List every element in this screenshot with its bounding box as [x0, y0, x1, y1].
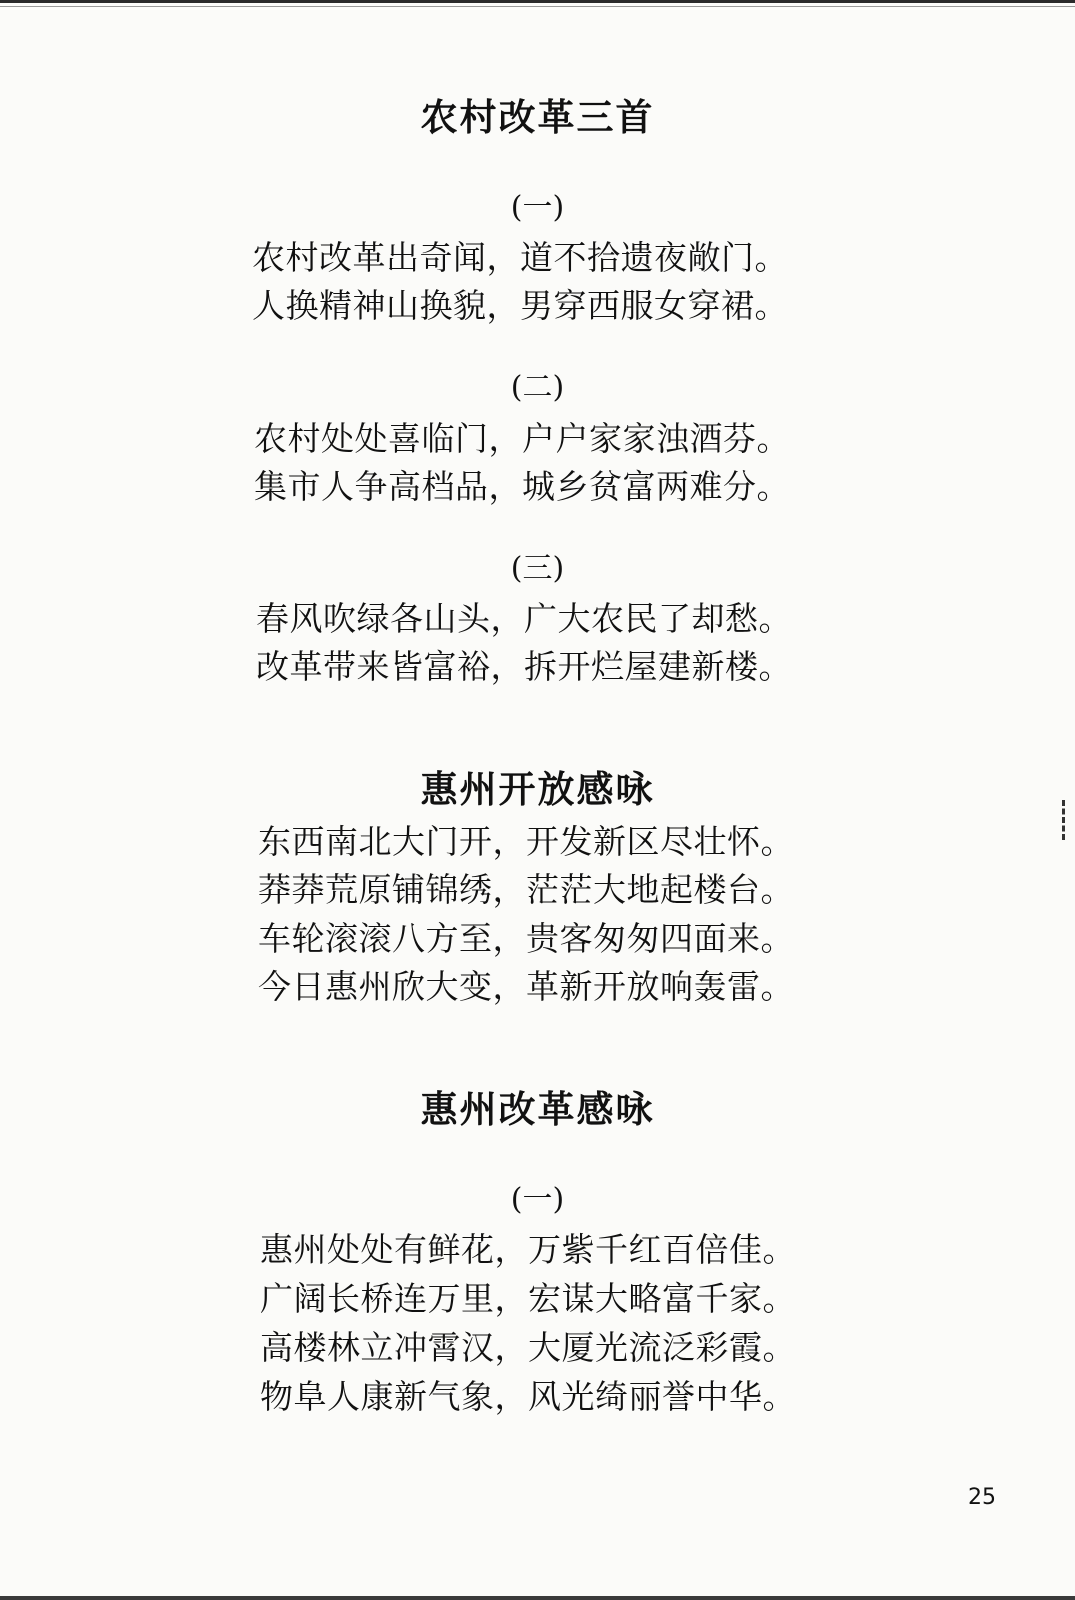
page-top-rule [0, 6, 1075, 7]
verse-line: 春风吹绿各山头，广大农民了却愁。 [256, 599, 792, 638]
verse-line: 物阜人康新气象，风光绮丽誉中华。 [260, 1377, 796, 1416]
verse-line: 惠州处处有鲜花，万紫千红百倍佳。 [260, 1230, 796, 1269]
page-number: 25 [968, 1485, 996, 1510]
page-bottom-edge [0, 1596, 1075, 1600]
page-top-edge [0, 0, 1075, 3]
verse-line: 高楼林立冲霄汉，大厦光流泛彩霞。 [260, 1328, 796, 1367]
verse-line: 车轮滚滚八方至，贵客匆匆四面来。 [258, 919, 794, 958]
section-number: (三) [510, 551, 565, 586]
verse-line: 人换精神山换貌，男穿西服女穿裙。 [252, 286, 788, 325]
verse-line: 今日惠州欣大变，革新开放响轰雷。 [258, 967, 794, 1006]
verse-line: 东西南北大门开，开发新区尽壮怀。 [258, 822, 794, 861]
verse-line: 集市人争高档品，城乡贫富两难分。 [254, 467, 790, 506]
verse-line: 改革带来皆富裕，拆开烂屋建新楼。 [256, 647, 792, 686]
poem-title: 惠州改革感咏 [420, 1088, 655, 1131]
poem-title: 农村改革三首 [420, 96, 655, 139]
poem-title: 惠州开放感咏 [420, 768, 655, 811]
verse-line: 农村改革出奇闻，道不拾遗夜敞门。 [252, 238, 788, 277]
verse-line: 莽莽荒原铺锦绣，茫茫大地起楼台。 [258, 870, 794, 909]
verse-line: 广阔长桥连万里，宏谋大略富千家。 [260, 1279, 796, 1318]
verse-line: 农村处处喜临门，户户家家浊酒芬。 [254, 419, 790, 458]
section-number: (一) [510, 190, 565, 225]
section-number: (一) [510, 1182, 565, 1217]
section-number: (二) [510, 370, 565, 405]
